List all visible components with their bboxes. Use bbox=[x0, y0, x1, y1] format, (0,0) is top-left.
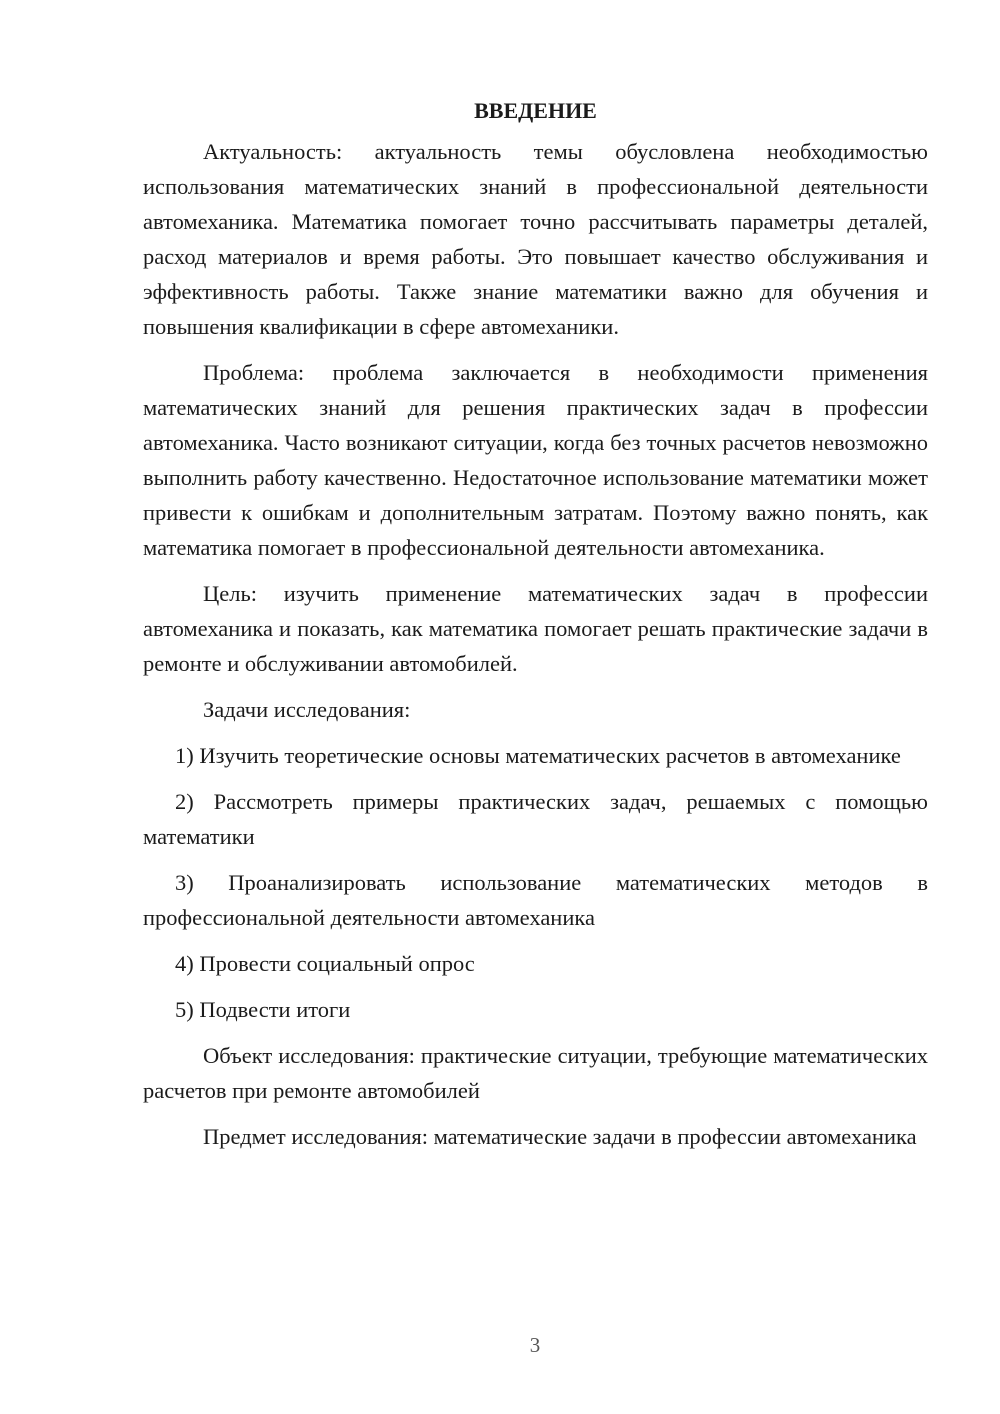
relevance-paragraph: Актуальность: актуальность темы обусловлена необходимостью использования математических знаний в профессиональной деятельности автомеханика. Математика помогает точно рассчитывать параметры деталей, расход материалов и время работы. Это повышает качество обслуживания и эффективность работы. Также знание математики важно для обучения и повышения квалификации в сфере автомеханики. bbox=[143, 139, 928, 339]
goal-paragraph: Цель: изучить применение математических задач в профессии автомеханика и показать, как математика помогает решать практические задачи в ремонте и обслуживании автомобилей. bbox=[143, 581, 928, 676]
tasks-heading: Задачи исследования: bbox=[203, 697, 411, 722]
task-item-2: 2) Рассмотреть примеры практических задач, решаемых с помощью математики bbox=[143, 789, 928, 849]
page-content bbox=[143, 93, 928, 1154]
subject-paragraph: Предмет исследования: математические задачи в профессии автомеханика bbox=[203, 1124, 917, 1149]
task-item-5: 5) Подвести итоги bbox=[175, 997, 351, 1022]
problem-paragraph: Проблема: проблема заключается в необходимости применения математических знаний для решения практических задач в профессии автомеханика. Часто возникают ситуации, когда без точных расчетов невозможно выполнить работу качественно. Недостаточное использование математики может привести к ошибкам и дополнительным затратам. Поэтому важно понять, как математика помогает в профессиональной деятельности автомеханика. bbox=[143, 360, 928, 560]
object-paragraph: Объект исследования: практические ситуации, требующие математических расчетов при ремонте автомобилей bbox=[143, 1043, 928, 1103]
section-title: ВВЕДЕНИЕ bbox=[474, 98, 597, 123]
task-item-4: 4) Провести социальный опрос bbox=[175, 951, 475, 976]
task-item-3: 3) Проанализировать использование математических методов в профессиональной деятельности автомеханика bbox=[143, 870, 928, 930]
page-number: 3 bbox=[529, 1333, 541, 1357]
task-item-1: 1) Изучить теоретические основы математических расчетов в автомеханике bbox=[175, 743, 901, 768]
